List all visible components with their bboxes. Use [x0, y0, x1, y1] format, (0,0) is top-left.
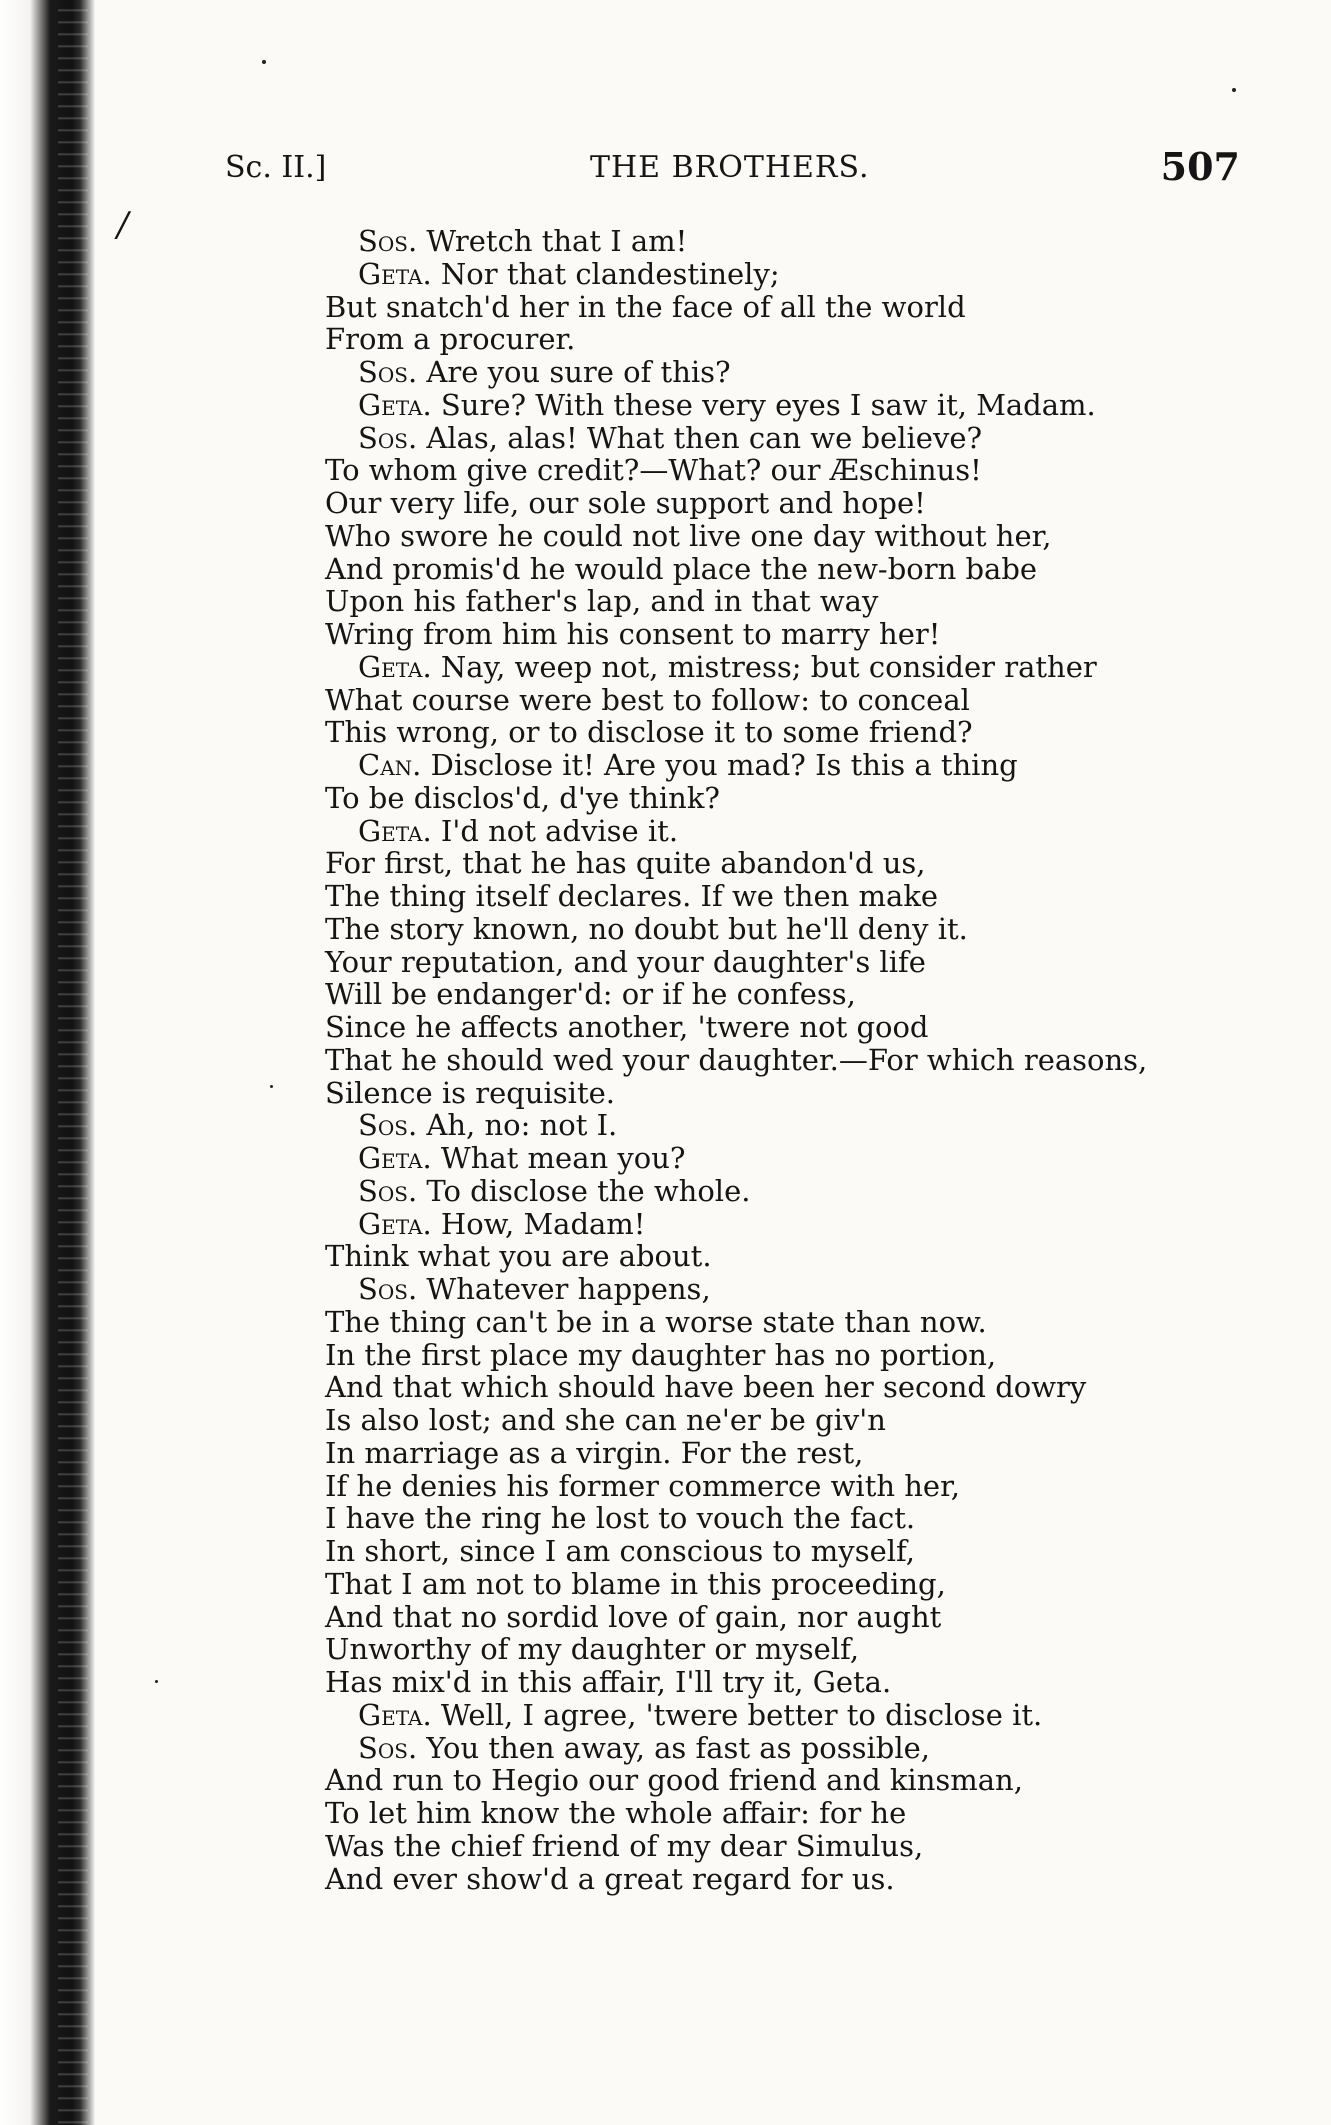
line-text: Are you sure of this?	[417, 355, 731, 389]
speaker-name: Sos.	[358, 1730, 418, 1765]
line-text: Was the chief friend of my dear Simulus,	[325, 1828, 924, 1863]
verse-line	[325, 1568, 1225, 1601]
line-text: Silence is requisite.	[325, 1075, 615, 1110]
verse-line	[325, 716, 1225, 749]
line-text: To be disclos'd, d'ye think?	[325, 780, 720, 815]
line-text: Well, I agree, 'twere better to disclose it.	[431, 1697, 1043, 1732]
line-text: Is also lost; and she can ne'er be giv'n	[325, 1403, 886, 1437]
verse-line	[325, 1699, 1225, 1732]
verse-line	[325, 1142, 1225, 1175]
verse-line	[325, 749, 1225, 782]
verse-line	[325, 356, 1225, 389]
line-text: In short, since I am conscious to myself,	[325, 1534, 915, 1568]
margin-mark: /	[117, 205, 129, 245]
line-text: Wretch that I am!	[417, 224, 688, 258]
line-text: And run to Hegio our good friend and kinsman,	[325, 1763, 1023, 1798]
verse-line	[325, 389, 1225, 422]
line-text: Sure? With these very eyes I saw it, Madam.	[431, 387, 1096, 422]
line-text: Our very life, our sole support and hope!	[325, 486, 926, 520]
verse-line	[325, 225, 1225, 258]
verse-line	[325, 618, 1225, 651]
verse-line	[325, 1666, 1225, 1699]
verse-text	[325, 225, 1225, 1895]
line-text: Has mix'd in this affair, I'll try it, Geta.	[325, 1665, 892, 1699]
print-speck	[270, 1085, 273, 1088]
line-text: To whom give credit?—What? our Æschinus!	[325, 453, 982, 488]
verse-line	[325, 913, 1225, 946]
line-text: But snatch'd her in the face of all the world	[325, 289, 966, 324]
verse-line	[325, 1208, 1225, 1241]
verse-line	[325, 684, 1225, 717]
speaker-name: Geta.	[358, 1697, 432, 1732]
verse-line	[325, 1077, 1225, 1110]
speaker-name: Geta.	[358, 813, 432, 848]
speaker-name: Geta.	[358, 1141, 432, 1175]
line-text: Alas, alas! What then can we believe?	[417, 420, 983, 455]
verse-line	[325, 323, 1225, 356]
line-text: Your reputation, and your daughter's life	[325, 944, 926, 979]
line-text: That I am not to blame in this proceeding,	[325, 1566, 946, 1601]
line-text: Nay, weep not, mistress; but consider rather	[431, 649, 1097, 684]
line-text: If he denies his former commerce with her,	[325, 1468, 960, 1503]
verse-line	[325, 1044, 1225, 1077]
verse-line	[325, 487, 1225, 520]
section-label: Sc. II.]	[225, 150, 327, 185]
verse-line	[325, 847, 1225, 880]
verse-line	[325, 815, 1225, 848]
verse-line	[325, 1732, 1225, 1765]
verse-line	[325, 946, 1225, 979]
verse-line	[325, 1109, 1225, 1142]
verse-line	[325, 782, 1225, 815]
line-text: What course were best to follow: to conceal	[325, 682, 970, 717]
line-text: Disclose it! Are you mad? Is this a thing	[421, 748, 1018, 782]
verse-line	[325, 651, 1225, 684]
speaker-name: Sos.	[358, 1272, 418, 1306]
verse-line	[325, 1797, 1225, 1830]
verse-line	[325, 553, 1225, 586]
line-text: To let him know the whole affair: for he	[325, 1796, 907, 1830]
line-text: Nor that clandestinely;	[431, 256, 780, 291]
verse-line	[325, 1371, 1225, 1404]
speaker-name: Geta.	[358, 387, 432, 422]
verse-line	[325, 1011, 1225, 1044]
line-text: Think what you are about.	[325, 1239, 712, 1274]
line-text: In the first place my daughter has no portion,	[325, 1337, 997, 1372]
line-text: You then away, as fast as possible,	[417, 1730, 930, 1765]
verse-line	[325, 422, 1225, 455]
verse-line	[325, 520, 1225, 553]
line-text: Wring from him his consent to marry her!	[325, 617, 941, 651]
page-number: 507	[1160, 144, 1240, 189]
line-text: I'd not advise it.	[431, 813, 679, 848]
verse-line	[325, 1404, 1225, 1437]
verse-line	[325, 880, 1225, 913]
speaker-name: Geta.	[358, 256, 432, 291]
verse-line	[325, 1339, 1225, 1372]
verse-line	[325, 1764, 1225, 1797]
line-text: What mean you?	[431, 1141, 686, 1175]
verse-line	[325, 1502, 1225, 1535]
verse-line	[325, 1470, 1225, 1503]
line-text: Whatever happens,	[417, 1272, 711, 1306]
line-text: The thing itself declares. If we then make	[325, 879, 939, 913]
line-text: The thing can't be in a worse state than now.	[325, 1304, 987, 1339]
verse-line	[325, 1863, 1225, 1896]
running-title: THE BROTHERS.	[590, 150, 870, 185]
verse-line	[325, 1273, 1225, 1306]
verse-line	[325, 454, 1225, 487]
line-text: Unworthy of my daughter or myself,	[325, 1632, 860, 1667]
line-text: That he should wed your daughter.—For which reasons,	[325, 1042, 1148, 1077]
speaker-name: Geta.	[358, 649, 432, 684]
verse-line	[325, 1633, 1225, 1666]
line-text: In marriage as a virgin. For the rest,	[325, 1435, 864, 1470]
verse-line	[325, 585, 1225, 618]
verse-line	[325, 978, 1225, 1011]
verse-line	[325, 1830, 1225, 1863]
line-text: And promis'd he would place the new-born babe	[325, 551, 1038, 586]
line-text: And ever show'd a great regard for us.	[325, 1861, 895, 1896]
verse-line	[325, 1240, 1225, 1273]
verse-line	[325, 258, 1225, 291]
speaker-name: Sos.	[358, 224, 418, 258]
speaker-name: Sos.	[358, 1173, 418, 1208]
running-header	[225, 144, 1240, 192]
line-text: Who swore he could not live one day without her,	[325, 518, 1052, 553]
verse-line	[325, 1437, 1225, 1470]
speaker-name: Geta.	[358, 1206, 432, 1241]
line-text: And that no sordid love of gain, nor aught	[325, 1599, 942, 1634]
line-text: And that which should have been her second dowry	[325, 1370, 1087, 1405]
line-text: I have the ring he lost to vouch the fact.	[325, 1501, 916, 1536]
verse-line	[325, 1601, 1225, 1634]
print-speck	[155, 1680, 158, 1683]
line-text: This wrong, or to disclose it to some friend?	[325, 715, 973, 750]
line-text: The story known, no doubt but he'll deny it.	[325, 911, 968, 946]
verse-line	[325, 1306, 1225, 1339]
verse-line	[325, 291, 1225, 324]
verse-line	[325, 1175, 1225, 1208]
speaker-name: Sos.	[358, 420, 418, 455]
line-text: Will be endanger'd: or if he confess,	[325, 977, 856, 1012]
speaker-name: Can.	[358, 748, 422, 782]
binding-gutter-texture	[58, 0, 88, 2125]
line-text: How, Madam!	[431, 1206, 646, 1241]
line-text: From a procurer.	[325, 322, 576, 357]
line-text: To disclose the whole.	[417, 1173, 751, 1208]
print-speck	[262, 60, 266, 64]
speaker-name: Sos.	[358, 1108, 418, 1143]
speaker-name: Sos.	[358, 355, 418, 389]
print-speck	[1232, 88, 1236, 92]
line-text: Upon his father's lap, and in that way	[325, 584, 879, 619]
line-text: Since he affects another, 'twere not good	[325, 1010, 929, 1044]
verse-line	[325, 1535, 1225, 1568]
line-text: Ah, no: not I.	[417, 1108, 618, 1143]
line-text: For first, that he has quite abandon'd us,	[325, 846, 926, 881]
